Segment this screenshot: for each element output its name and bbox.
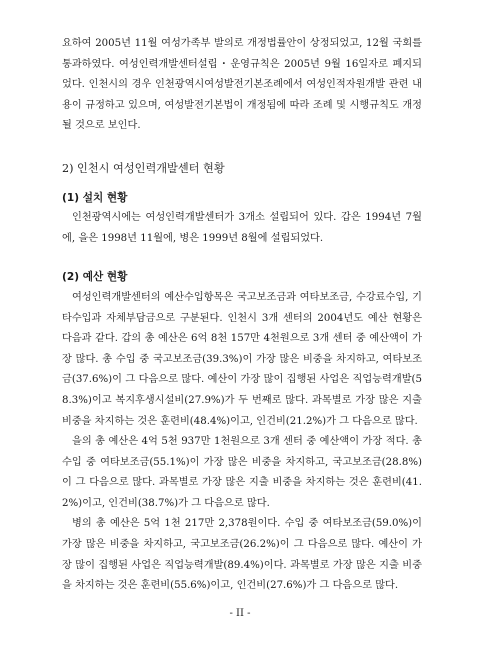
subsection-title-installation: (1) 설치 현황 [62,191,128,204]
section-title: 2) 인천시 여성인력개발센터 현황 [62,161,225,175]
budget-paragraph-gap: 여성인력개발센터의 예산수입항목은 국고보조금과 여타보조금, 수강료수입, 기타수입과 자체부담금으로 구분된다. 인천시 3개 센터의 2004년도 예산 현황은 다음과 같다. 갑의 총 예산은 6억 8천 157만 4천원으로 3개 센터 중 예산액이 가장 많다. 총 수입 중 국고보조금(39.3%)이 가장 많은 비중을 차지하고, 여타보조금(37.6%)이 그 다음으로 많다. 예산이 가장 많이 집행된 사업은 직업능력개발(58.3%)이고 복지후생시설비(27.9%)가 두 번째로 많다. 과목별로 가장 많은 지출 비중을 차지하는 것은 훈련비(48.4%)이고, 인건비(21.2%)가 그 다음으로 많다. [62,291,422,427]
installation-paragraph: 인천광역시에는 여성인력개발센터가 3개소 설립되어 있다. 갑은 1994년 7월에, 을은 1998년 11월에, 병은 1999년 8월에 설립되었다. [62,212,422,244]
subsection-title-budget: (2) 예산 현황 [62,271,128,284]
page-number: - II - [229,608,251,619]
intro-paragraph: 요하여 2005년 11월 여성가족부 발의로 개정법률안이 상정되었고, 12월 국회를 통과하였다. 여성인력개발센터설립・운영규칙은 2005년 9월 16일자로 폐지되었다. 인천시의 경우 인천광역시여성발전기본조례에서 여성인적자원개발 관련 내용이 규정하고 있으며, 여성발전기본법이 개정됨에 따라 조례 및 시행규칙도 개정될 것으로 보인다. [62,38,422,132]
budget-paragraph-eul: 을의 총 예산은 4억 5천 937만 1천원으로 3개 센터 중 예산액이 가장 적다. 총 수입 중 여타보조금(55.1%)이 가장 많은 비중을 차지하고, 국고보조금(28.8%)이 그 다음으로 많다. 과목별로 가장 많은 지출 비중을 차지하는 것은 훈련비(41.2%)이고, 인건비(38.7%)가 그 다음으로 많다. [62,436,422,509]
budget-paragraph-byeong: 병의 총 예산은 5억 1천 217만 2,378원이다. 수입 중 여타보조금(59.0%)이 가장 많은 비중을 차지하고, 국고보조금(26.2%)이 그 다음으로 많다. 예산이 가장 많이 집행된 사업은 직업능력개발(89.4%)이다. 과목별로 가장 많은 지출 비중을 차지하는 것은 훈련비(55.6%)이고, 인건비(27.6%)가 그 다음으로 많다. [62,518,422,592]
